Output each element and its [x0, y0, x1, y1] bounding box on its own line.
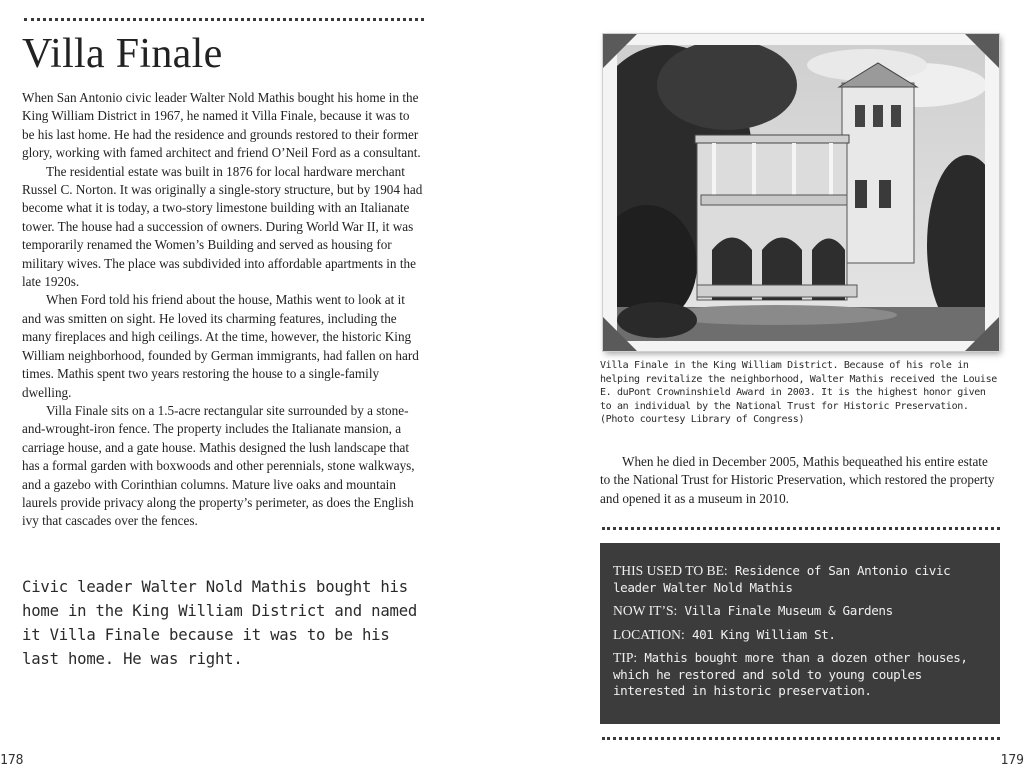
photo-caption: Villa Finale in the King William District. Because of his role in helping revitalize the neighborhood, Walter Mathis received the Louise E. duPont Crowninshield Award in 2003. It is the highest honor given to an individual by the National Trust for Historic Preservation. (Photo courtesy Library of Congress)	[600, 360, 997, 426]
info-location	[613, 627, 986, 644]
info-used-to-be	[613, 563, 986, 596]
villa-photo-illustration	[617, 45, 985, 341]
paragraph-4: Villa Finale sits on a 1.5-acre rectangular site surrounded by a stone-and-wrought-iron fence. The property includes the Italianate mansion, a carriage house, and a gate house. Mathis designed the lush landscape that has a formal garden with boxwoods and other perennials, stone walkways, and a gazebo with Corinthian columns. Mature live oaks and mountain laurels provide privacy along the property’s perimeter, as does the English ivy that cascades over the fences.	[22, 402, 415, 529]
photo-corner-bottom-left	[603, 317, 637, 351]
pull-quote: Civic leader Walter Nold Mathis bought his home in the King William District and named it Villa Finale because it was to be his last home. He was right.	[22, 578, 418, 668]
article-body	[22, 89, 424, 531]
info-used-to-be-value: Residence of San Antonio civic leader Walter Nold Mathis	[613, 563, 951, 595]
top-dotted-rule-left	[24, 18, 424, 21]
paragraph-5: When he died in December 2005, Mathis bequeathed his entire estate to the National Trust for Historic Preservation, which restored the property and opened it as a museum in 2010.	[600, 454, 995, 506]
photo-corner-bottom-right	[965, 317, 999, 351]
info-box	[600, 543, 1000, 724]
page-number-left: 178	[0, 753, 24, 768]
photo-corner-top-right	[965, 34, 999, 68]
photo-corner-top-left	[603, 34, 637, 68]
paragraph-3: When Ford told his friend about the house, Mathis went to look at it and was smitten on sight. He loved its charming features, including the many fireplaces and high ceilings. At the time, however, the historic King William neighborhood, founded by German immigrants, had fallen on hard times. Mathis spent two years restoring the house to a single-family dwelling.	[22, 292, 419, 400]
dotted-rule-below-infobox	[602, 737, 1000, 740]
info-tip-label: TIP:	[613, 650, 638, 665]
paragraph-1: When San Antonio civic leader Walter Nold Mathis bought his home in the King William District in 1967, he named it Villa Finale, because it was to be his last home. He had the residence and grounds restored to their former glory, working with famed architect and friend O’Neil Ford as a consultant.	[22, 90, 421, 161]
info-used-to-be-label: THIS USED TO BE:	[613, 563, 728, 578]
info-now	[613, 603, 986, 620]
info-now-label: NOW IT’S:	[613, 603, 678, 618]
info-tip-value: Mathis bought more than a dozen other houses, which he restored and sold to young couples interested in historic preservation.	[613, 650, 968, 698]
villa-finale-photo	[617, 45, 985, 341]
info-now-value: Villa Finale Museum & Gardens	[684, 603, 893, 618]
info-location-label: LOCATION:	[613, 626, 685, 642]
article-body-continued	[600, 453, 1000, 508]
dotted-rule-above-infobox	[602, 527, 1000, 530]
photo-frame	[603, 34, 999, 351]
info-location-value: 401 King William St.	[691, 626, 836, 642]
paragraph-2: The residential estate was built in 1876 for local hardware merchant Russel C. Norton. It was originally a single-story structure, but by 1904 had become what it is today, a two-story limestone building with an Italianate tower. The house had a succession of owners. During World War II, it was temporarily renamed the Women’s Building and served as housing for military wives. The place was subdivided into affordable apartments in the late 1920s.	[22, 163, 423, 290]
page-title: Villa Finale	[22, 31, 223, 77]
info-tip	[613, 650, 986, 700]
page-number-right: 179	[1000, 753, 1024, 768]
